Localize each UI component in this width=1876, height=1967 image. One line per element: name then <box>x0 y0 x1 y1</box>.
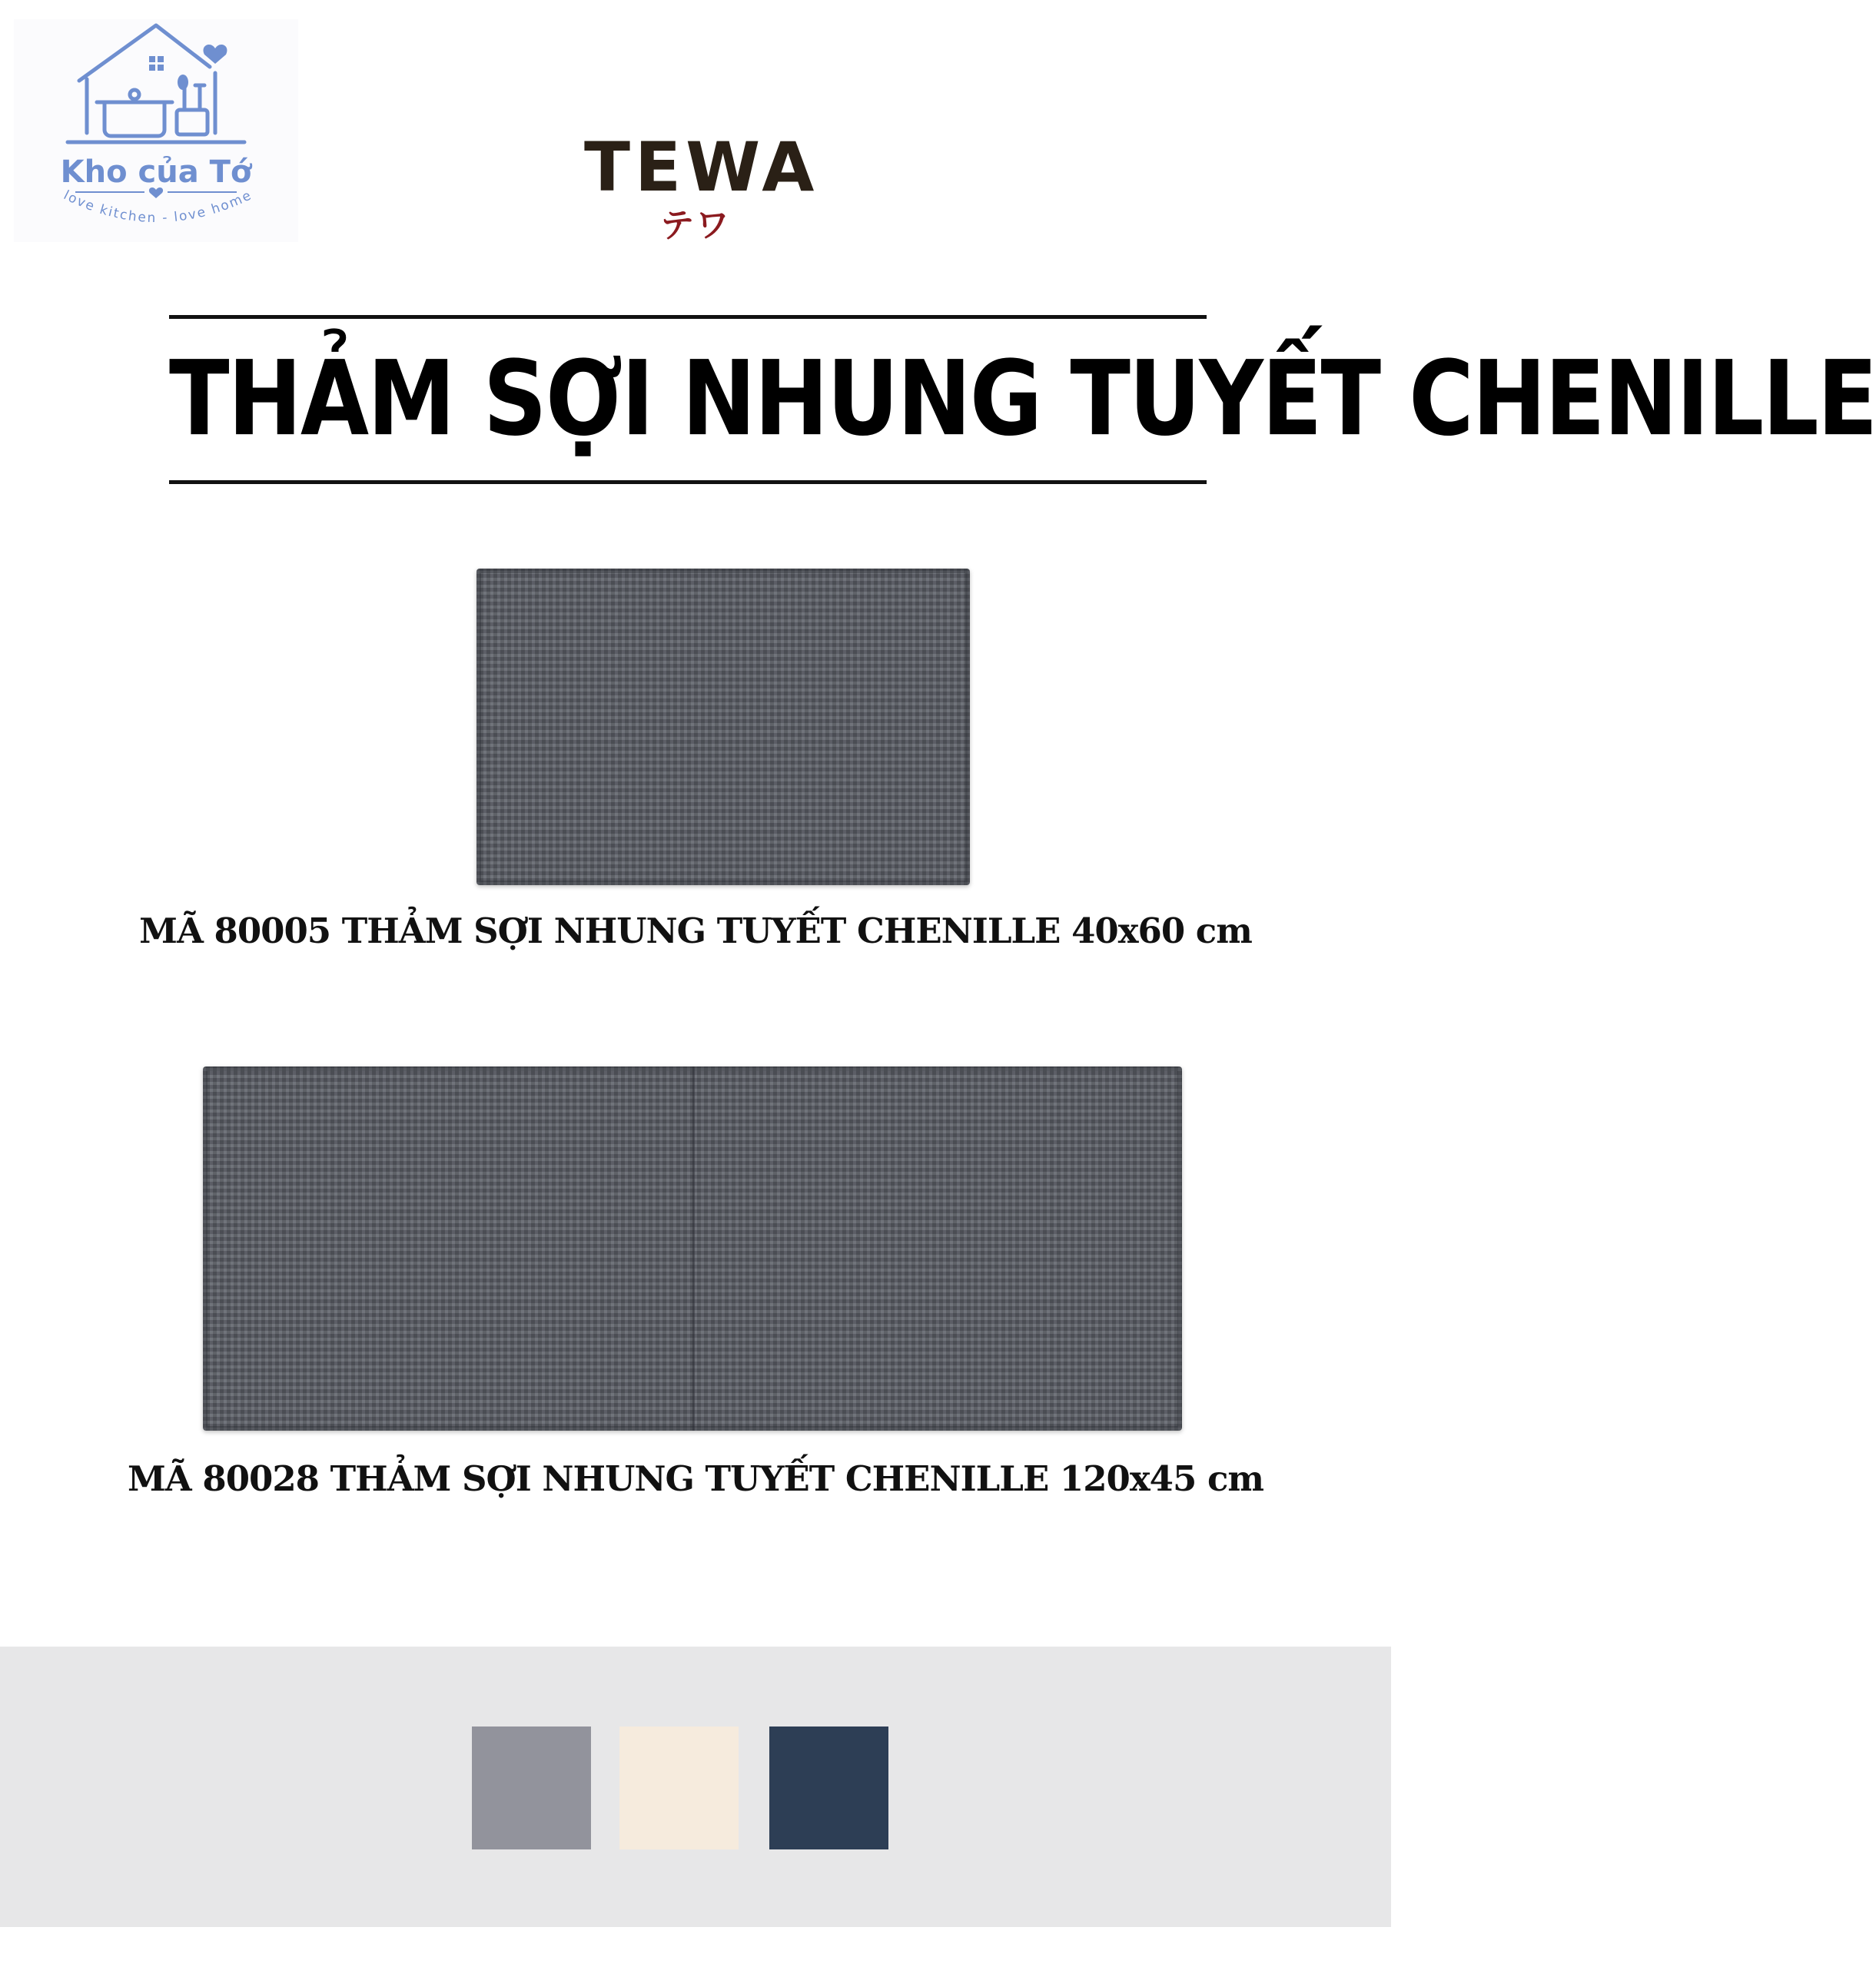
brand-katakana: テワ <box>660 206 731 245</box>
shop-name: Kho của Tớ <box>60 154 252 190</box>
title-top-divider <box>169 315 1207 319</box>
page-title: THẢM SỢI NHUNG TUYẾT CHENILLE <box>169 339 1876 459</box>
shop-logo <box>14 19 298 242</box>
house-kitchen-heart-icon <box>14 19 298 242</box>
title-bottom-divider <box>169 480 1207 484</box>
mat-seam <box>692 1066 695 1431</box>
color-swatch-cream <box>619 1727 739 1849</box>
grey-chenille-mat-icon <box>476 569 970 885</box>
shop-tagline: love kitchen - love home <box>61 187 255 227</box>
brand-name: TEWA <box>584 128 819 207</box>
brand-logo <box>584 128 819 261</box>
color-swatch-navy <box>769 1727 888 1849</box>
color-swatch-grey <box>472 1727 591 1849</box>
product-caption-80028: MÃ 80028 THẢM SỢI NHUNG TUYẾT CHENILLE 120x45 cm <box>128 1458 1263 1499</box>
product-caption-80005: MÃ 80005 THẢM SỢI NHUNG TUYẾT CHENILLE 40x60 cm <box>139 911 1252 951</box>
grey-chenille-runner-mat-icon <box>203 1066 1182 1431</box>
